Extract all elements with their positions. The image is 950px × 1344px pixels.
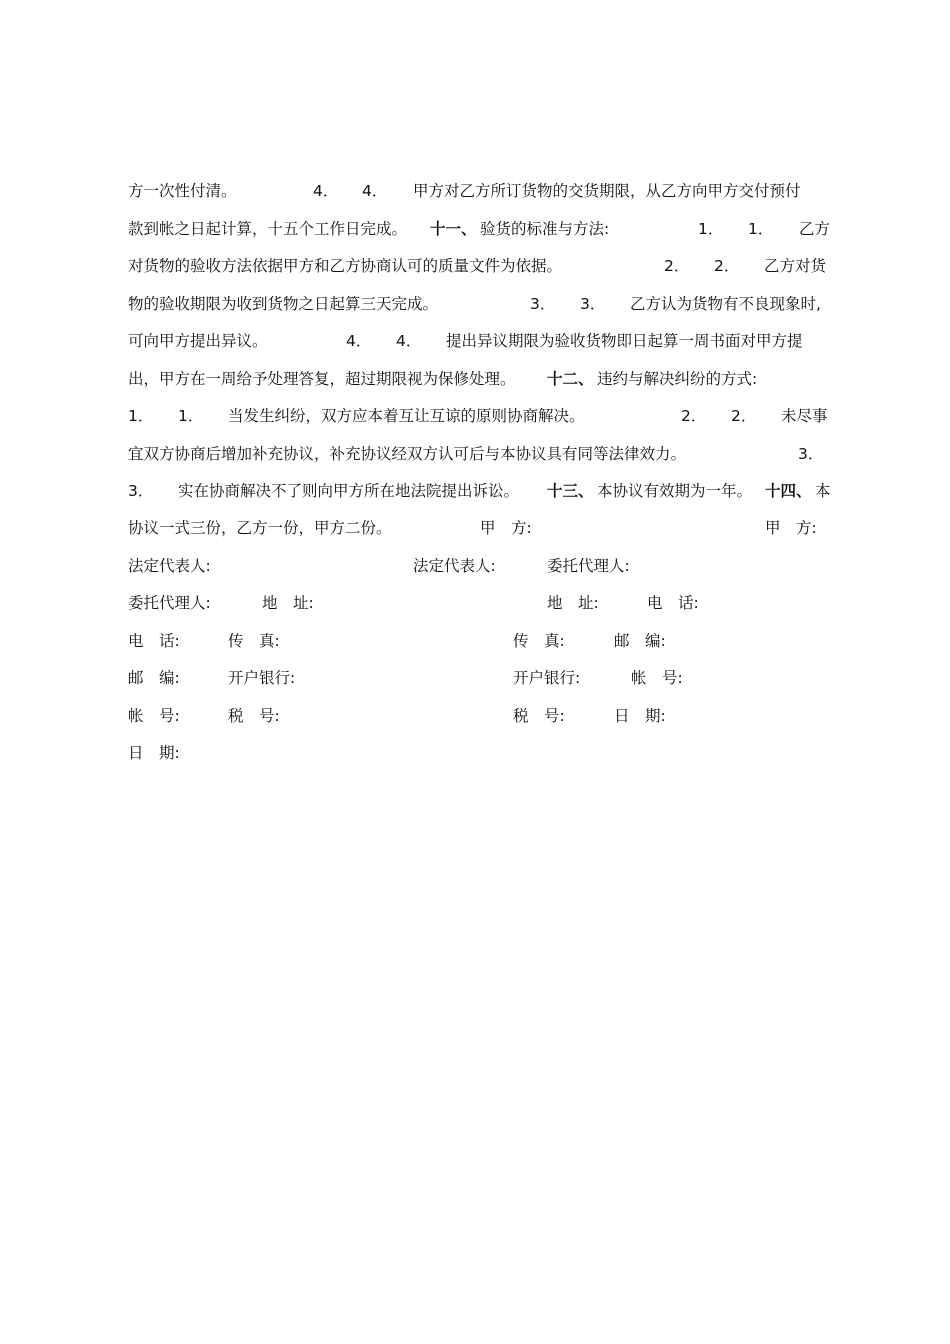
sign-label: 开户银行: [513,669,581,687]
text-segment: 协议一式三份，乙方一份，甲方二份。 [128,519,392,537]
sign-label: 税 号: [513,707,565,725]
sign-label: 地 址: [547,594,599,612]
text-segment: 乙方 [799,220,831,238]
party-a-label: 甲 方: [480,519,532,537]
list-number: 1． [698,220,724,238]
text-segment: 实在协商解决不了则向甲方所在地法院提出诉讼。 [178,482,520,500]
list-number: 2． [681,407,707,425]
list-number: 2． [664,257,690,275]
text-segment: 未尽事 [781,407,828,425]
sign-label: 电 话: [128,632,180,650]
list-number: 3． [128,482,154,500]
sign-label: 税 号: [228,707,280,725]
sign-label: 邮 编: [614,632,666,650]
sign-label: 委托代理人: [128,594,211,612]
sign-label: 日 期: [128,744,180,762]
text-segment: 乙方对货 [764,257,827,275]
text-segment: 验货的标准与方法: [480,220,610,238]
text-segment: 提出异议期限为验收货物即日起算一周书面对甲方提 [446,332,803,350]
text-segment: 当发生纠纷，双方应本着互让互谅的原则协商解决。 [228,407,585,425]
text-segment: 款到帐之日起计算，十五个工作日完成。 [128,220,408,238]
sign-label: 委托代理人: [547,557,630,575]
sign-label: 开户银行: [228,669,296,687]
list-number: 1． [128,407,154,425]
sign-label: 日 期: [614,707,666,725]
sign-label: 传 真: [228,632,280,650]
sign-label: 地 址: [262,594,314,612]
text-segment: 本协议有效期为一年。 [597,482,753,500]
sign-label: 帐 号: [128,707,180,725]
text-segment: 可向甲方提出异议。 [128,332,268,350]
text-segment: 违约与解决纠纷的方式: [597,370,758,388]
text-segment: 方一次性付清。 [128,182,237,200]
list-number: 4． [396,332,422,350]
list-number: 2． [731,407,757,425]
sign-label: 帐 号: [631,669,683,687]
list-number: 3． [798,445,824,463]
text-segment: 对货物的验收方法依据甲方和乙方协商认可的质量文件为依据。 [128,257,563,275]
text-segment: 乙方认为货物有不良现象时, [630,295,821,313]
list-number: 2． [714,257,740,275]
text-segment: 物的验收期限为收到货物之日起算三天完成。 [128,295,439,313]
section-heading: 十四、 [765,482,812,500]
list-number: 1． [178,407,204,425]
sign-label: 邮 编: [128,669,180,687]
section-heading: 十二、 [547,370,594,388]
text-segment: 出，甲方在一周给予处理答复，超过期限视为保修处理。 [128,370,516,388]
text-segment: 宜双方协商后增加补充协议，补充协议经双方认可后与本协议具有同等法律效力。 [128,445,687,463]
sign-label: 电 话: [647,594,699,612]
section-heading: 十一、 [430,220,477,238]
party-a-label: 甲 方: [765,519,817,537]
text-segment: 甲方对乙方所订货物的交货期限，从乙方向甲方交付预付 [413,182,801,200]
list-number: 4． [362,182,388,200]
list-number: 4． [313,182,339,200]
list-number: 3． [530,295,556,313]
list-number: 4． [346,332,372,350]
sign-label: 法定代表人: [413,557,496,575]
list-number: 1． [748,220,774,238]
text-segment: 本 [815,482,831,500]
sign-label: 传 真: [513,632,565,650]
section-heading: 十三、 [547,482,594,500]
list-number: 3． [580,295,606,313]
sign-label: 法定代表人: [128,557,211,575]
